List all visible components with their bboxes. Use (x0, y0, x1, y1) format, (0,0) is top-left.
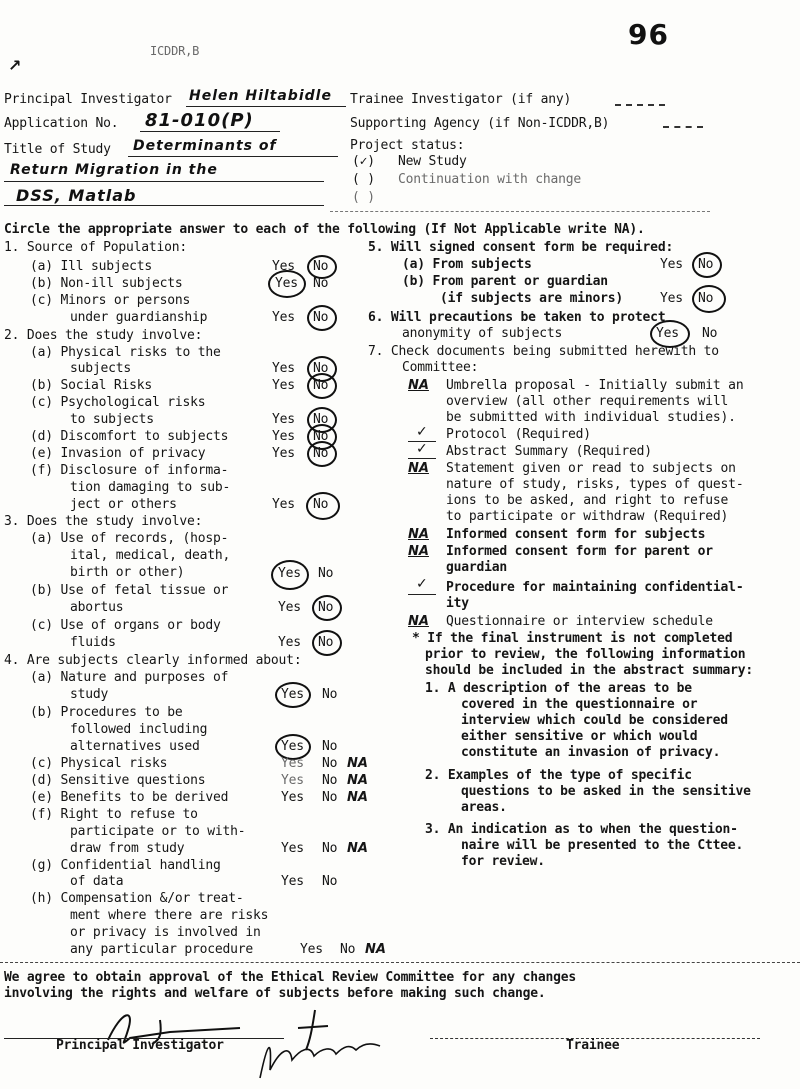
doc7-mark-line (408, 594, 436, 595)
doc3-text: Abstract Summary (Required) (446, 444, 652, 459)
q3a-yes: Yes (278, 566, 301, 581)
status-new-study: New Study (398, 154, 467, 169)
q4a-no: No (322, 687, 338, 702)
instructions: Circle the appropriate answer to each of the following (If Not Applicable write NA). (4, 222, 645, 237)
q6-label-2: anonymity of subjects (402, 326, 563, 341)
item1-line-4: either sensitive or which would (461, 729, 698, 744)
q5a-label: (a) From subjects (402, 257, 532, 272)
doc3-check-icon: ✓ (416, 441, 428, 457)
doc5-mark: NA (408, 527, 429, 542)
doc2-text: Protocol (Required) (446, 427, 591, 442)
doc7-check-icon: ✓ (416, 576, 428, 592)
q4c-label: (c) Physical risks (30, 756, 168, 771)
header-divider (330, 211, 710, 212)
q4g-yes: Yes (281, 874, 304, 889)
status-continuation-mark: ( ) (352, 172, 375, 187)
item1-line-1: 1. A description of the areas to be (425, 681, 692, 696)
project-status-label: Project status: (350, 138, 465, 153)
q1c-label-1: (c) Minors or persons (30, 293, 191, 308)
item1-line-5: constitute an invasion of privacy. (461, 745, 721, 760)
q4a-yes: Yes (281, 687, 304, 702)
trainee-signature-label: Trainee (566, 1038, 620, 1053)
q5b-label-1: (b) From parent or guardian (402, 274, 608, 289)
q2a-no: No (313, 361, 329, 376)
item3-line-3: for review. (461, 854, 545, 869)
q4h-na: NA (365, 942, 386, 957)
q4h-label-4: any particular procedure (70, 942, 254, 957)
status-no-change-mark: ( ) (352, 190, 375, 205)
q3a-label-1: (a) Use of records, (hosp- (30, 531, 229, 546)
q2a-yes: Yes (272, 361, 295, 376)
q4f-yes: Yes (281, 841, 304, 856)
study-title-line-1: Determinants of (133, 138, 277, 154)
agency-title: ICDDR,B (150, 44, 200, 58)
q7-label-2: Committee: (402, 360, 479, 375)
q2f-label-3: ject or others (70, 497, 177, 512)
q1a-label: (a) Ill subjects (30, 259, 153, 274)
q4a-label-1: (a) Nature and purposes of (30, 670, 229, 685)
q3b-label-1: (b) Use of fetal tissue or (30, 583, 229, 598)
q1-label: 1. Source of Population: (4, 240, 188, 255)
doc1-text-2: overview (all other requirements will (446, 394, 729, 409)
note-line-2: prior to review, the following information (425, 647, 746, 662)
q2f-label-2: tion damaging to sub- (70, 480, 231, 495)
q2c-label-2: to subjects (70, 412, 154, 427)
trainee-label: Trainee Investigator (if any) (350, 92, 572, 107)
q2f-no: No (313, 497, 329, 512)
q3c-label-1: (c) Use of organs or body (30, 618, 221, 633)
q4f-label-3: draw from study (70, 841, 185, 856)
study-title-line-3: DSS, Matlab (16, 186, 137, 205)
title-underline-2 (4, 181, 324, 182)
doc4-text-3: ions to be asked, and right to refuse (446, 493, 729, 508)
doc1-mark: NA (408, 378, 429, 393)
status-new-mark: (✓) (352, 154, 375, 169)
q3b-no: No (318, 600, 334, 615)
doc2-check-icon: ✓ (416, 424, 428, 440)
q3-label: 3. Does the study involve: (4, 514, 203, 529)
q1b-label: (b) Non-ill subjects (30, 276, 183, 291)
q4h-label-2: ment where there are risks (70, 908, 269, 923)
q4e-na: NA (347, 790, 368, 805)
q4d-no: No (322, 773, 338, 788)
q4b-label-3: alternatives used (70, 739, 200, 754)
principal-investigator-name: Helen Hiltabidle (189, 88, 332, 104)
q2c-label-1: (c) Psychological risks (30, 395, 206, 410)
page-number: 96 (628, 18, 669, 51)
doc1-text-3: be submitted with individual studies). (446, 410, 736, 425)
status-continuation: Continuation with change (398, 172, 582, 187)
q2d-yes: Yes (272, 429, 295, 444)
doc7-text-1: Procedure for maintaining confidential- (446, 580, 744, 595)
application-underline (140, 131, 280, 132)
q2b-no: No (313, 378, 329, 393)
application-number: 81-010(P) (145, 110, 254, 131)
q3b-yes: Yes (278, 600, 301, 615)
q4e-yes: Yes (281, 790, 304, 805)
doc4-text-1: Statement given or read to subjects on (446, 461, 736, 476)
q1c-label-2: under guardianship (70, 310, 208, 325)
q4b-no: No (322, 739, 338, 754)
q5b-no: No (698, 291, 714, 306)
doc6-text-2: guardian (446, 560, 508, 575)
q2e-yes: Yes (272, 446, 295, 461)
q6-yes: Yes (656, 326, 679, 341)
q5a-yes: Yes (660, 257, 683, 272)
q1c-yes: Yes (272, 310, 295, 325)
q4f-label-1: (f) Right to refuse to (30, 807, 198, 822)
supporting-agency-blank (663, 126, 703, 128)
q1a-yes: Yes (272, 259, 295, 274)
doc8-mark: NA (408, 614, 429, 629)
application-label: Application No. (4, 116, 119, 131)
q4h-label-1: (h) Compensation &/or treat- (30, 891, 244, 906)
q4-label: 4. Are subjects clearly informed about: (4, 653, 302, 668)
q2e-no: No (313, 446, 329, 461)
q3c-no: No (318, 635, 334, 650)
q3c-label-2: fluids (70, 635, 116, 650)
q4d-yes: Yes (281, 773, 304, 788)
doc8-text: Questionnaire or interview schedule (446, 614, 713, 629)
supporting-agency-label: Supporting Agency (if Non-ICDDR,B) (350, 116, 610, 131)
item1-line-3: interview which could be considered (461, 713, 728, 728)
q4f-na: NA (347, 841, 368, 856)
trainee-blank (615, 104, 665, 106)
q2b-label: (b) Social Risks (30, 378, 153, 393)
q2c-no: No (313, 412, 329, 427)
q2a-label-1: (a) Physical risks to the (30, 345, 221, 360)
q2c-yes: Yes (272, 412, 295, 427)
pi-signature-label: Principal Investigator (56, 1038, 224, 1053)
agreement-line-1: We agree to obtain approval of the Ethical Review Committee for any changes (4, 970, 576, 985)
study-title-line-2: Return Migration in the (10, 162, 218, 178)
q2e-label: (e) Invasion of privacy (30, 446, 206, 461)
q3a-label-3: birth or other) (70, 565, 185, 580)
footer-divider (0, 962, 800, 963)
q3c-yes: Yes (278, 635, 301, 650)
q1a-no: No (313, 259, 329, 274)
q4c-no: No (322, 756, 338, 771)
q4b-label-1: (b) Procedures to be (30, 705, 183, 720)
item2-line-1: 2. Examples of the type of specific (425, 768, 692, 783)
q4h-no: No (340, 942, 356, 957)
q2f-label-1: (f) Disclosure of informa- (30, 463, 229, 478)
title-underline-3 (4, 205, 324, 206)
doc4-text-2: nature of study, risks, types of quest- (446, 477, 744, 492)
q4f-label-2: participate or to with- (70, 824, 246, 839)
agreement-line-2: involving the rights and welfare of subjects before making such change. (4, 986, 546, 1001)
doc3-mark-line (408, 458, 436, 459)
doc6-mark: NA (408, 544, 429, 559)
q4e-label: (e) Benefits to be derived (30, 790, 229, 805)
q4c-na: NA (347, 756, 368, 771)
q1b-no: No (313, 276, 329, 291)
doc4-mark: NA (408, 461, 429, 476)
q4b-yes: Yes (281, 739, 304, 754)
pi-name-underline (186, 106, 346, 107)
q4a-label-2: study (70, 687, 109, 702)
item3-line-1: 3. An indication as to when the question- (425, 822, 738, 837)
title-underline-1 (128, 156, 338, 157)
item2-line-3: areas. (461, 800, 507, 815)
doc1-text-1: Umbrella proposal - Initially submit an (446, 378, 744, 393)
doc5-text: Informed consent form for subjects (446, 527, 706, 542)
q2-label: 2. Does the study involve: (4, 328, 203, 343)
doc6-text-1: Informed consent form for parent or (446, 544, 713, 559)
q4g-label-2: of data (70, 874, 124, 889)
doc7-text-2: ity (446, 596, 469, 611)
title-label: Title of Study (4, 142, 111, 157)
q4c-yes: Yes (281, 756, 304, 771)
principal-investigator-label: Principal Investigator (4, 92, 172, 107)
q4h-label-3: or privacy is involved in (70, 925, 261, 940)
q6-no: No (702, 326, 718, 341)
q4f-no: No (322, 841, 338, 856)
q2f-yes: Yes (272, 497, 295, 512)
q3b-label-2: abortus (70, 600, 124, 615)
q1c-no: No (313, 310, 329, 325)
q5a-no: No (698, 257, 714, 272)
item3-line-2: naire will be presented to the Cttee. (461, 838, 744, 853)
q2a-label-2: subjects (70, 361, 132, 376)
item2-line-2: questions to be asked in the sensitive (461, 784, 751, 799)
q4e-no: No (322, 790, 338, 805)
q4g-label-1: (g) Confidential handling (30, 858, 221, 873)
q2b-yes: Yes (272, 378, 295, 393)
q4g-no: No (322, 874, 338, 889)
q2d-label: (d) Discomfort to subjects (30, 429, 229, 444)
q7-label-1: 7. Check documents being submitted herewith to (368, 344, 719, 359)
q6-label-1: 6. Will precautions be taken to protect (368, 310, 666, 325)
q5-label: 5. Will signed consent form be required: (368, 240, 674, 255)
q5b-yes: Yes (660, 291, 683, 306)
q2d-no: No (313, 429, 329, 444)
note-line-3: should be included in the abstract summary: (425, 663, 753, 678)
doc4-text-4: to participate or withdraw (Required) (446, 509, 729, 524)
q3a-label-2: ital, medical, death, (70, 548, 231, 563)
item1-line-2: covered in the questionnaire or (461, 697, 698, 712)
q4d-na: NA (347, 773, 368, 788)
q4d-label: (d) Sensitive questions (30, 773, 206, 788)
q4b-label-2: followed including (70, 722, 208, 737)
q3a-no: No (318, 566, 334, 581)
q1b-yes: Yes (275, 276, 298, 291)
arrow-mark-icon: ↗ (8, 56, 22, 75)
q4h-yes: Yes (300, 942, 323, 957)
q5b-label-2: (if subjects are minors) (440, 291, 624, 306)
note-line-1: * If the final instrument is not completed (412, 631, 733, 646)
